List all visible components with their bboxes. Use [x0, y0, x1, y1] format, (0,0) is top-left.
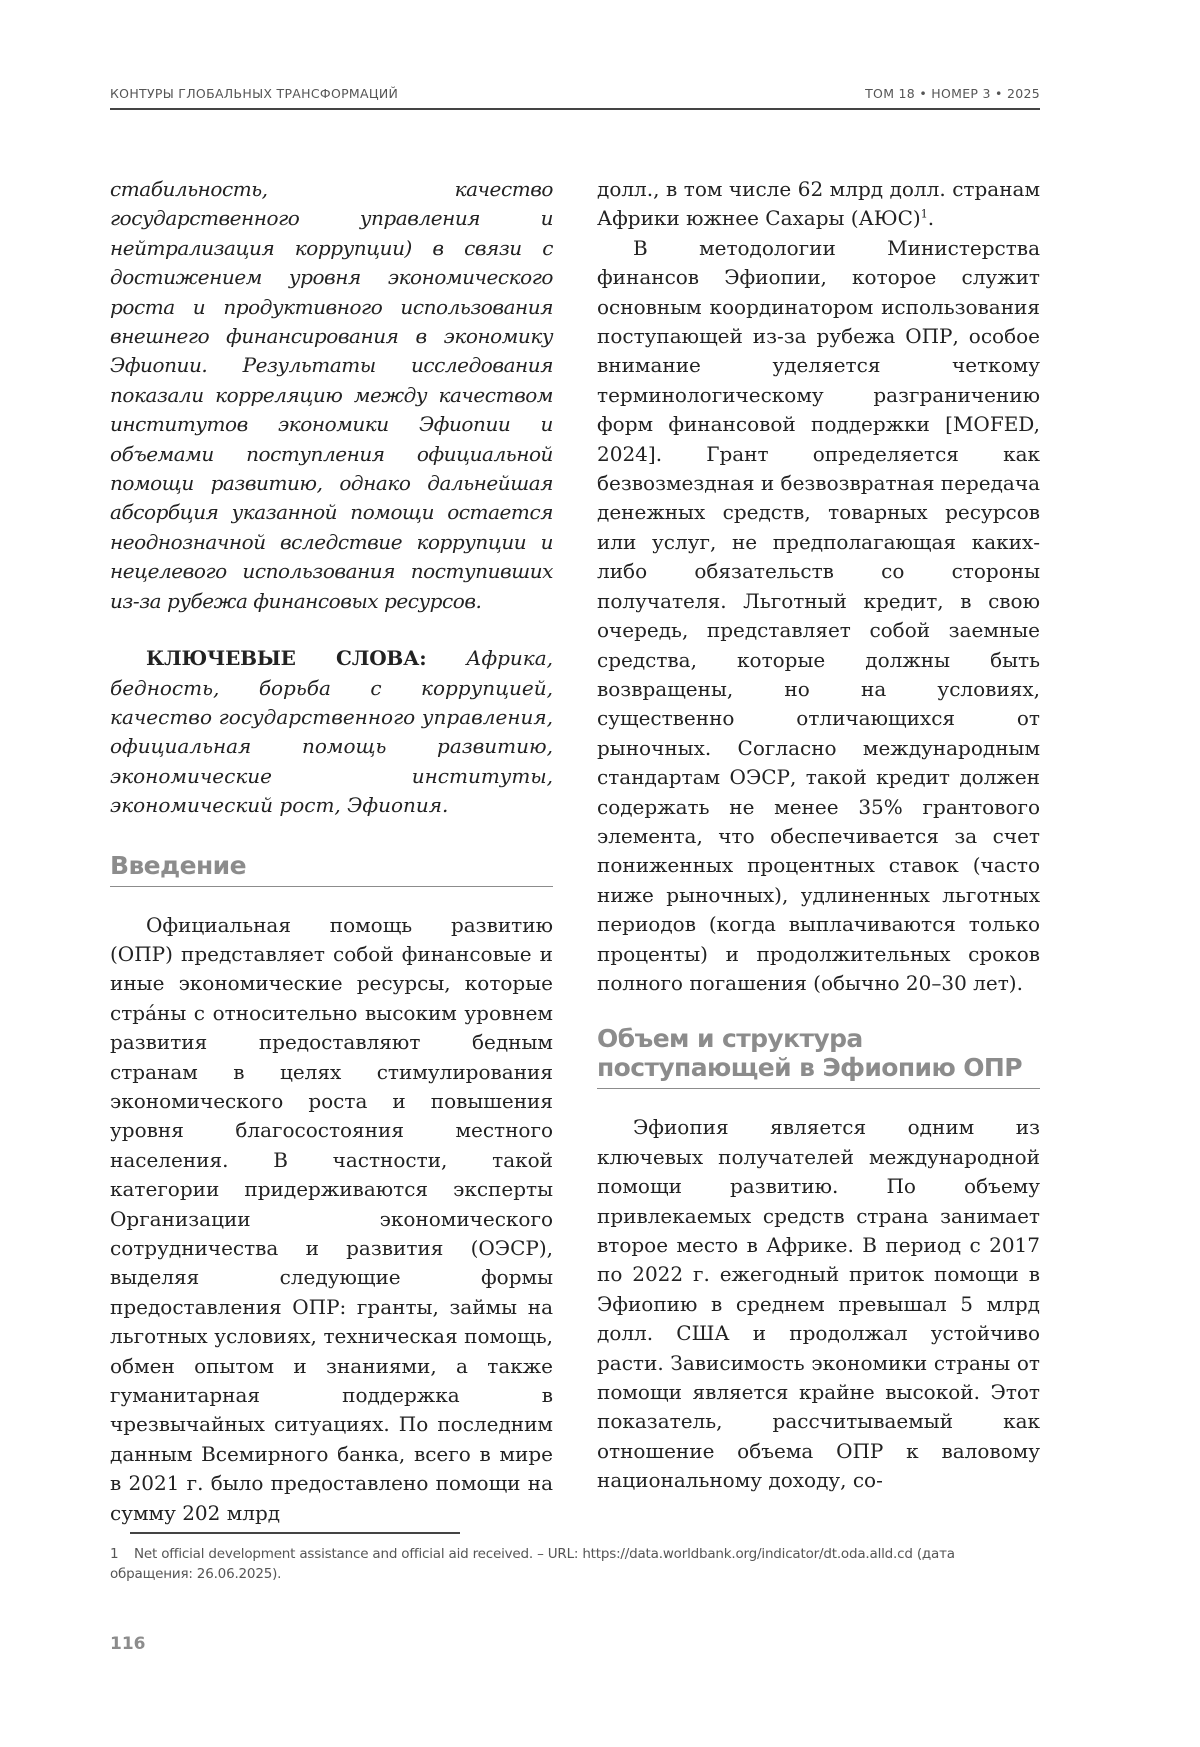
volume-structure-heading [597, 1024, 1040, 1089]
continuation-paragraph [597, 175, 1040, 234]
continuation-text: долл., в том числе 62 млрд долл. странам Африки южнее Сахары (АЮС) [597, 177, 1040, 231]
methodology-paragraph: В методологии Министерства финансов Эфиопии, которое служит основным координатором использования поступающей из-за рубежа ОПР, особое внимание уделяется четкому терминологическому разграничению форм финансовой поддержки [MOFED, 2024]. Грант определяется как безвозмездная и безвозвратная передача денежных средств, товарных ресурсов или услуг, не предполагающая каких-либо обязательств со стороны получателя. Льготный кредит, в свою очередь, представляет собой заемные средства, которые должны быть возвращены, но на условиях, существенно отличающихся от рыночных. Согласно международным стандартам ОЭСР, такой кредит должен содержать не менее 35% грантового элемента, что обеспечивается за счет пониженных процентных ставок (часто ниже рыночных), удлиненных льготных периодов (когда выплачиваются только проценты) и продолжительных сроков полного погашения (обычно 20–30 лет). [597, 235, 1040, 995]
keywords-text: Африка, бедность, борьба с коррупцией, качество государственного управления, официальная помощь развитию, экономические институты, экономический рост, Эфиопия. [110, 646, 554, 818]
right-column [597, 175, 1040, 1496]
heading-line-1: Объем и структура [597, 1024, 863, 1054]
header-rule [110, 108, 1040, 110]
left-column [110, 175, 553, 1528]
intro-heading: Введение [110, 851, 553, 887]
continuation-end: . [927, 206, 935, 231]
keywords-paragraph [110, 644, 553, 820]
heading-line-2: поступающей в Эфиопию ОПР [597, 1053, 1022, 1083]
issue-info: ТОМ 18 • НОМЕР 3 • 2025 [865, 86, 1040, 101]
volume-paragraph: Эфиопия является одним из ключевых получателей международной помощи развитию. По объему привлекаемых средств страна занимает второе место в Африке. В период с 2017 по 2022 г. ежегодный приток помощи в Эфиопию в среднем превышал 5 млрд долл. США и продолжал устойчиво расти. Зависимость экономики страны от помощи является крайне высокой. Этот показатель, рассчитываемый как отношение объема ОПР к валовому национальному доходу, со- [597, 1115, 1040, 1493]
running-header [110, 86, 1040, 101]
footnote-rule [130, 1532, 460, 1534]
intro-paragraph: Официальная помощь развитию (ОПР) представляет собой финансовые и иные экономические ресурсы, которые стрáны с относительно высоким уровнем развития предоставляют бедным странам в целях стимулирования экономического роста и повышения уровня благосостояния местного населения. В частности, такой категории придерживаются эксперты Организации экономического сотрудничества и развития (ОЭСР), выделяя следующие формы предоставления ОПР: гранты, займы на льготных условиях, техническая помощь, обмен опытом и знаниями, а также гуманитарная поддержка в чрезвычайных ситуациях. По последним данным Всемирного банка, всего в мире в 2021 г. было предоставлено помощи на сумму 202 млрд [110, 912, 553, 1525]
page-number: 116 [110, 1634, 146, 1654]
footnote-reference[interactable]: 1 [920, 207, 928, 221]
footnote [110, 1544, 1040, 1584]
journal-title: КОНТУРЫ ГЛОБАЛЬНЫХ ТРАНСФОРМАЦИЙ [110, 86, 399, 101]
footnote-text: Net official development assistance and official aid received. – URL: https://data.worldbank.org/indicator/dt.oda.alld.cd (дата обращения: 26.06.2025). [110, 1546, 955, 1582]
keywords-label: КЛЮЧЕВЫЕ СЛОВА: [146, 646, 427, 671]
abstract-tail: стабильность, качество государственного управления и нейтрализация коррупции) в связи с достижением уровня экономического роста и продуктивного использования внешнего финансирования в экономику Эфиопии. Результаты исследования показали корреляцию между качеством институтов экономики Эфиопии и объемами поступления официальной помощи развитию, однако дальнейшая абсорбция указанной помощи остается неоднозначной вследствие коррупции и нецелевого использования поступивших из-за рубежа финансовых ресурсов. [110, 177, 553, 613]
footnote-number: 1 [110, 1546, 119, 1562]
